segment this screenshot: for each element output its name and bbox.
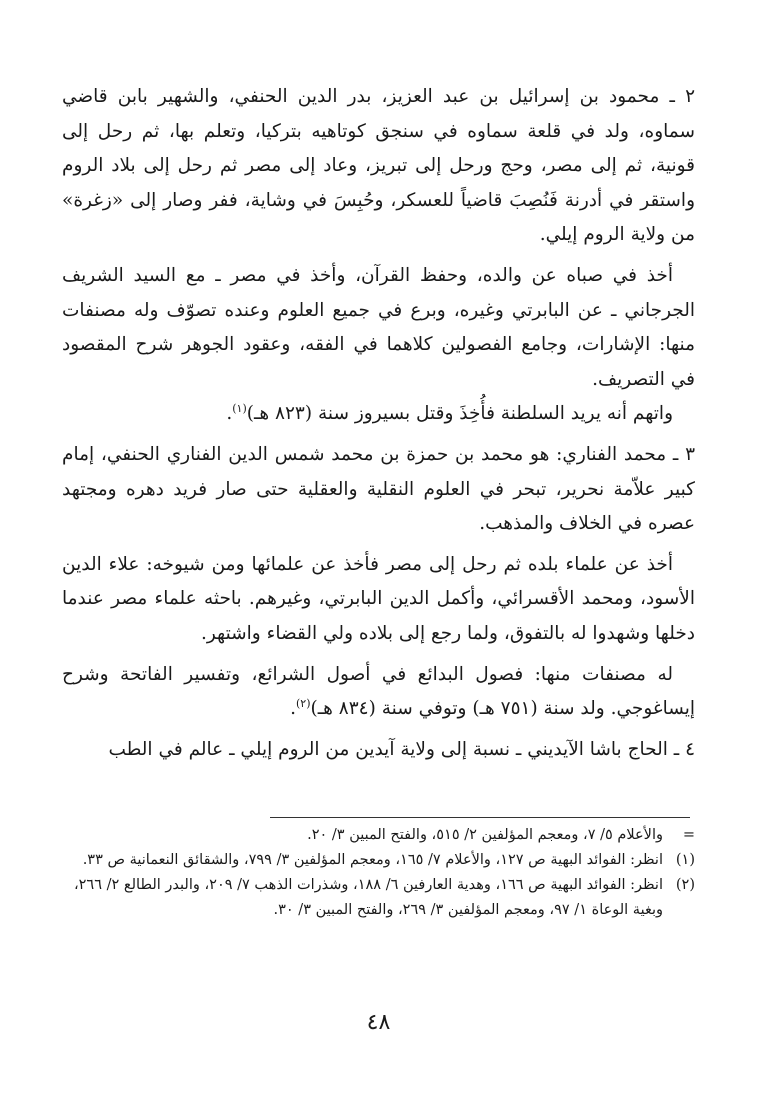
footnote-text: انظر: الفوائد البهية ص ١٦٦، وهدية العارفين ٦/ ١٨٨، وشذرات الذهب ٧/ ٢٠٩، والبدر الطالع ٢/ ٢٦٦، [73,877,663,893]
main-text [62,80,695,767]
biography-paragraph: أخذ عن علماء بلده ثم رحل إلى مصر فأخذ عن علمائها ومن شيوخه: علاء الدين الأسود، ومحمد الأقسرائي، وأكمل الدين البابرتي، وغيرهم. باحثه علماء مصر عندما دخلها وشهدوا له بالتفوق، ولما رجع إلى بلاده ولي القضاء واشتهر. [62,553,695,644]
biography-paragraph: أخذ في صباه عن والده، وحفظ القرآن، وأخذ في مصر ـ مع السيد الشريف الجرجاني ـ عن البابرتي وغيره، وبرع في جميع العلوم وعنده تصوّف وله مصنفات منها: الإشارات، وجامع الفصولين كلاهما في الفقه، وعقود الجوهر شرح المقصود في التصريف. [62,264,695,390]
footnote-mark: = [682,827,695,843]
footnote-text: وبغية الوعاة ١/ ٩٧، ومعجم المؤلفين ٣/ ٢٦٩، والفتح المبين ٣/ ٣٠. [273,902,663,918]
page-number: ٤٨ [366,1010,391,1035]
footnotes [62,824,695,924]
footnote-text: والأعلام ٥/ ٧، ومعجم المؤلفين ٢/ ٥١٥، والفتح المبين ٣/ ٢٠. [307,827,663,843]
biography-paragraph: ٢ ـ محمود بن إسرائيل بن عبد العزيز، بدر الدين الحنفي، والشهير بابن قاضي سماوه، ولد في قلعة سماوه في سنجق كوتاهيه بتركيا، وتعلم بها، ثم رحل إلى قونية، ثم إلى مصر، وحج ورحل إلى تبريز، وعاد إلى مصر ثم رحل إلى بلاد الروم واستقر في أدرنة فَنُصِبَ قاضياً للعسكر، وحُبِسَ في وشاية، ففر وصار إلى «زغرة» من ولاية الروم إيلي. [62,86,695,246]
biography-paragraph: واتهم أنه يريد السلطنة فأُخِذَ وقتل بسيروز سنة (٨٢٣ هـ)$^{(١)}$. [226,402,673,425]
footnote-mark: (٢) [675,877,695,893]
footnote-reference: (١) [232,402,247,416]
footnote [62,824,695,846]
paragraph-text: واتهم أنه يريد السلطنة فأُخِذَ وقتل بسيروز سنة (٨٢٣ هـ) [246,403,673,425]
footnote [62,874,695,896]
biography-paragraph: ٤ ـ الحاج باشا الآيديني ـ نسبة إلى ولاية آيدين من الروم إيلي ـ عالم في الطب [108,738,695,760]
footnote [62,849,695,871]
footnote [62,899,695,921]
footnote-mark: (١) [675,852,695,868]
footnote-text: انظر: الفوائد البهية ص ١٢٧، والأعلام ٧/ ١٦٥، ومعجم المؤلفين ٣/ ٧٩٩، والشقائق النعمانية ص ٣٣. [82,852,663,868]
biography-paragraph: له مصنفات منها: فصول البدائع في أصول الشرائع، وتفسير الفاتحة وشرح إيساغوجي. ولد سنة (٧٥١ هـ) وتوفي سنة (٨٣٤ هـ)$^{(٢)}$. [62,663,695,720]
footnote-reference: (٢) [295,696,311,710]
footnote-divider [270,817,690,818]
paragraph-text: له مصنفات منها: فصول البدائع في أصول الشرائع، وتفسير الفاتحة وشرح إيساغوجي. ولد سنة (٧٥١ هـ) وتوفي سنة (٨٣٤ هـ) [62,663,695,720]
biography-paragraph: ٣ ـ محمد الفناري: هو محمد بن حمزة بن محمد شمس الدين الفناري الحنفي، إمام كبير علاّمة نحرير، تبحر في العلوم النقلية والعقلية حتى صار فريد دهره ومجتهد عصره في الخلاف والمذهب. [62,443,695,535]
